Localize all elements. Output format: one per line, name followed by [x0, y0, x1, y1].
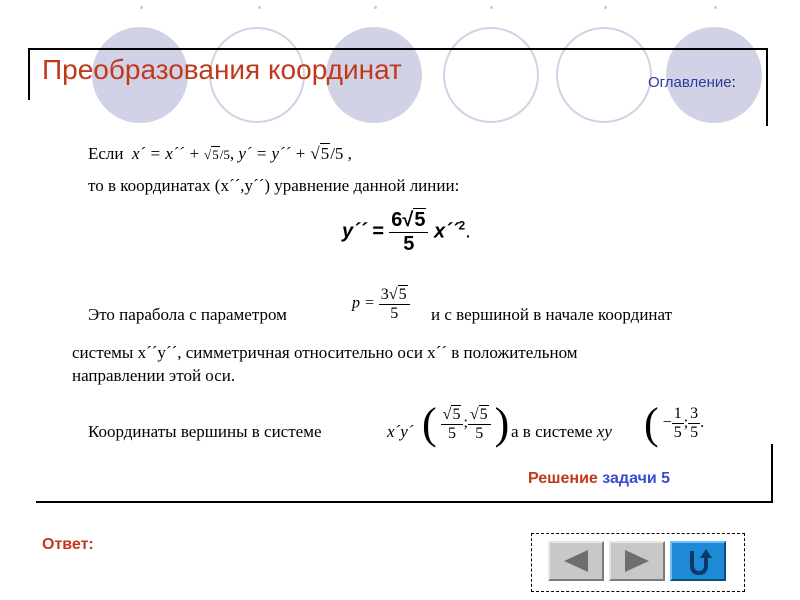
equation-coefficient: $\frac{6√5}{5}$ [389, 208, 428, 256]
p-num-coef: 3 [380, 286, 389, 303]
vertex1-x: $\frac{√5}{5}$ [441, 405, 464, 443]
vertex-text: Координаты вершины в системе [88, 422, 322, 441]
y-shift-den: 5 [334, 144, 344, 163]
vertex1-y-den: 5 [475, 424, 484, 442]
decor-dot-3 [604, 6, 607, 9]
vertex2-y [688, 405, 700, 442]
return-button[interactable] [670, 541, 726, 581]
p-fraction: $\frac{3√5}{5}$ [379, 285, 410, 323]
header-right-rule [766, 48, 768, 126]
equation-power: 2 [458, 218, 466, 233]
page-title: Преобразования координат [42, 54, 402, 85]
condition-prefix: Если [88, 144, 124, 163]
toc-colon: : [731, 74, 736, 91]
vertex-coords-2: ( − $\frac{1}{5}$ ; $\frac{3}{5}$ . [644, 399, 705, 448]
vertex2-x-den: 5 [673, 424, 682, 441]
decor-dot-1 [140, 6, 143, 9]
parabola-equation [342, 208, 471, 256]
y-shift-comma: , [347, 144, 352, 163]
y-shift-root: 5 [320, 144, 330, 163]
toc-label[interactable]: Оглавление [648, 74, 732, 91]
decor-dot-4 [258, 6, 261, 9]
p-den: 5 [390, 305, 399, 322]
vertex2-end: . [700, 414, 705, 432]
solution-link[interactable] [528, 470, 670, 488]
vertex-system-2: xy [596, 422, 612, 441]
x-prime-lhs: x´ = [132, 144, 161, 163]
back-button[interactable] [548, 541, 604, 581]
vertex2-minus: − [662, 414, 672, 432]
body-right-rule [771, 444, 773, 502]
triangle-left-icon [550, 543, 602, 579]
header-top-rule [28, 48, 768, 50]
p-lhs: p = [352, 294, 375, 312]
decor-circle-4 [443, 27, 539, 123]
symmetry-line: системы x´´y´´, симметричная относительно оси x´´ в положительном [72, 343, 578, 362]
x-shift-root: 5 [212, 147, 219, 162]
vertex2-y-num: 3 [690, 405, 699, 422]
x-shift-comma: , [229, 144, 235, 163]
p-root: 5 [398, 286, 407, 303]
vertex2-sep: ; [683, 414, 689, 432]
parabola-text-after: и с вершиной в начале координат [431, 305, 673, 324]
body-bottom-rule [36, 501, 773, 503]
vertex1-x-num: 5 [452, 405, 461, 423]
coef-num: 6 [391, 209, 403, 231]
coef-root: 5 [414, 209, 426, 231]
toc-link[interactable] [648, 74, 736, 91]
condition-line: Если x´ = x´´ + √5/5, y´ = y´´ + √5/5 , [88, 144, 352, 163]
vertex2-y-den: 5 [690, 424, 699, 441]
y-prime-lhs: y´ = [238, 144, 268, 163]
u-turn-arrow-icon [672, 543, 724, 579]
vertex-mid-label: а в системе [511, 422, 593, 441]
decor-dot-2 [374, 6, 377, 9]
parabola-text-before: Это парабола с параметром [88, 305, 287, 324]
vertex1-x-den: 5 [448, 424, 457, 442]
vertex1-y-num: 5 [479, 405, 488, 423]
solution-word-1[interactable]: Решение [528, 470, 598, 487]
vertex-system-1: x´y´ [387, 422, 414, 441]
equation-variable: x´´ [434, 220, 459, 243]
decor-dot-6 [714, 6, 717, 9]
x-shift-den: 5 [223, 147, 230, 162]
equation-lhs: y´´ = [342, 220, 384, 243]
y-double-prime: y´´ + [271, 144, 307, 163]
vertex2-x [672, 405, 684, 442]
equation-end: . [465, 220, 471, 243]
coef-den: 5 [403, 233, 415, 255]
direction-line: направлении этой оси. [72, 366, 236, 385]
parameter-p [352, 285, 410, 323]
solution-word-2[interactable]: задачи 5 [602, 470, 671, 487]
decor-dot-5 [490, 6, 493, 9]
x-double-prime: x´´ + [165, 144, 200, 163]
triangle-right-icon [611, 543, 663, 579]
vertex2-x-num: 1 [673, 405, 682, 422]
header-left-rule [28, 48, 30, 100]
forward-button[interactable] [609, 541, 665, 581]
answer-label: Ответ: [42, 536, 94, 553]
vertex1-sep: ; [463, 414, 468, 432]
equation-intro: то в координатах (x´´,y´´) уравнение данной линии: [88, 176, 460, 195]
decor-circle-5 [556, 27, 652, 123]
vertex-coords-1: ( $\frac{√5}{5}$ ; $\frac{√5}{5}$ ) [422, 399, 510, 448]
vertex-text-mid [511, 422, 612, 442]
vertex1-y: $\frac{√5}{5}$ [468, 405, 491, 443]
